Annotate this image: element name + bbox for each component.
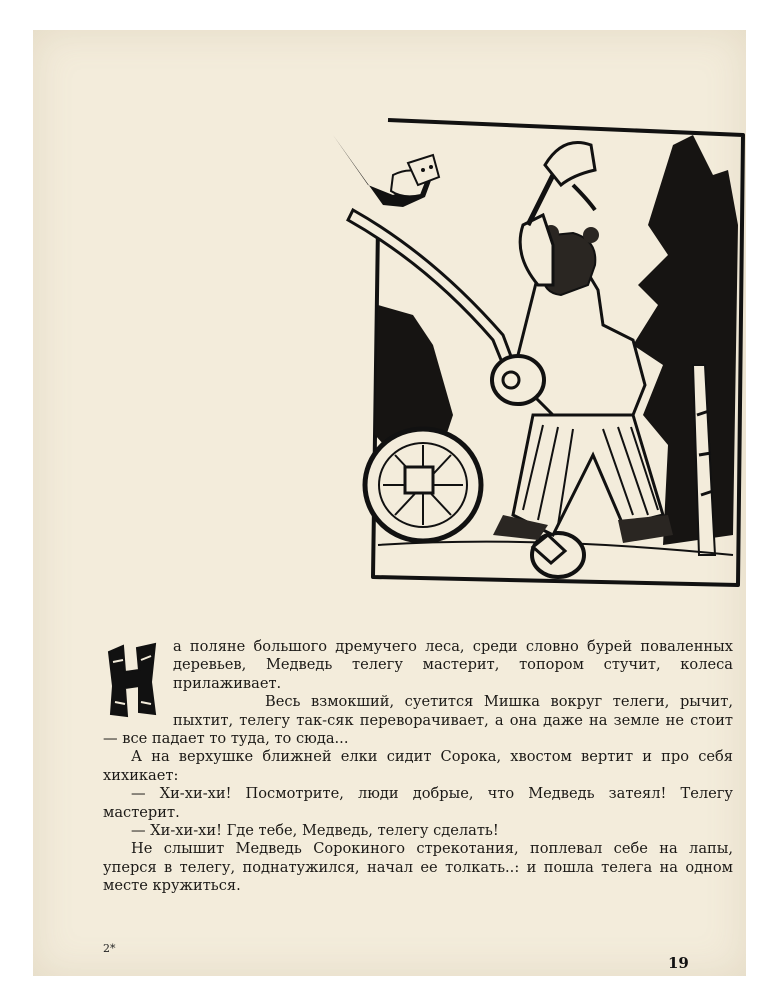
signature-mark: 2* <box>103 942 116 955</box>
illustration-bear-building-cart <box>333 115 753 595</box>
drop-cap-letter <box>103 642 163 718</box>
book-page <box>33 30 746 976</box>
paragraph-2: Весь взмокший, суетится Мишка вокруг телеги, рычит, пыхтит, телегу так-сяк переворачивает, а она даже на земле не стоит — все падает то туда, то сюда... <box>103 693 733 748</box>
paragraph-3: А на верхушке ближней елки сидит Сорока, хвостом вертит и про себя хихикает: <box>103 748 733 784</box>
paragraph-6: Не слышит Медведь Сорокиного стрекотания, поплевал себе на лапы, уперся в телегу, поднатужился, начал ее толкать..: и пошла телега на одном месте кружиться. <box>103 840 733 895</box>
paragraph-1: а поляне большого дремучего леса, среди словно бурей поваленных деревьев, Медведь телегу мастерит, топором стучит, колеса прилаживает. <box>173 638 733 692</box>
paragraph-5: — Хи-хи-хи! Где тебе, Медведь, телегу сделать! <box>131 822 499 840</box>
paragraph-4: — Хи-хи-хи! Посмотрите, люди добрые, что Медведь затеял! Телегу мастерит. <box>103 785 733 821</box>
page-number: 19 <box>668 954 689 972</box>
story-text <box>103 638 733 896</box>
